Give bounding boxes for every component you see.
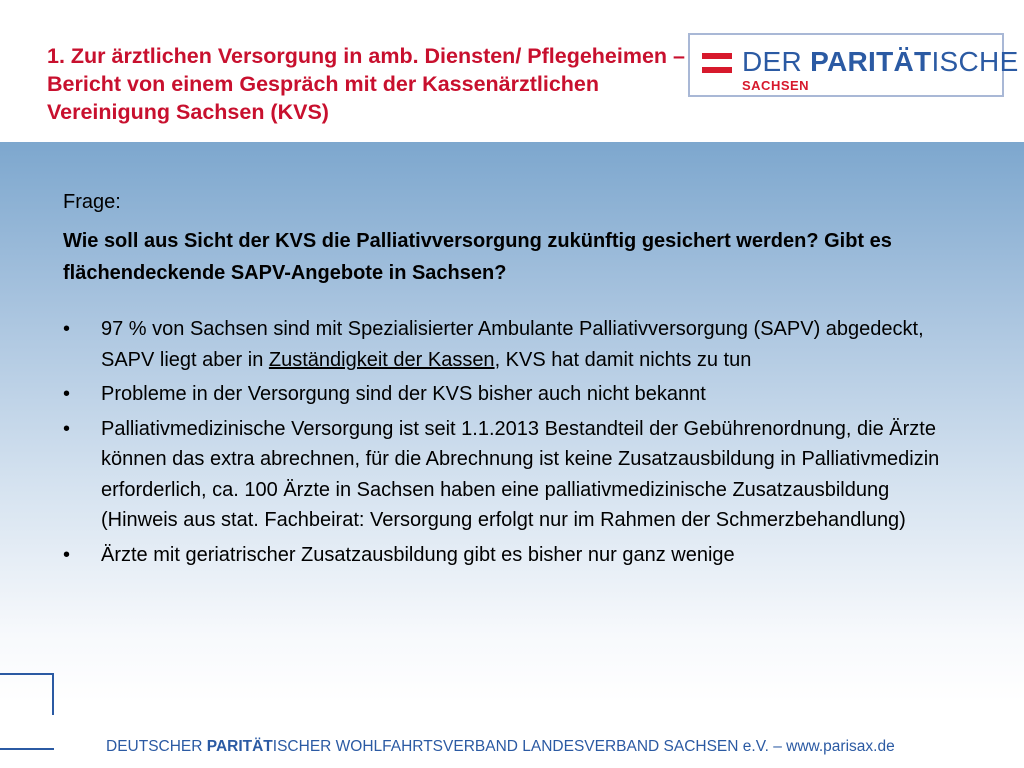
bullet-item-2 [63,379,943,410]
logo-word-paritaet: PARITÄT [810,46,932,77]
corner-line-bottom [0,748,54,750]
logo-word-der: DER [742,46,811,77]
bullet-icon: • [63,543,71,566]
question-text: Wie soll aus Sicht der KVS die Palliativversorgung zukünftig gesichert werden? Gibt es flächendeckende SAPV-Angebote in Sachsen? [63,230,892,284]
bullet-icon: • [63,318,71,340]
bullet-text-part: 97 % von Sachsen sind mit Spezialisierter Ambulante Palliativversorgung (SAPV) abgedeckt, SAPV liegt aber in [101,318,924,371]
corner-line-vertical [52,673,54,715]
footer-part: DEUTSCHER [106,738,207,755]
bullet-underlined-text: Zuständigkeit der Kassen [268,348,495,371]
slide-title: 1. Zur ärztlichen Versorgung in amb. Diensten/ Pflegeheimen – Bericht von einem Gespräch mit der Kassenärztlichen Vereinigung Sachsen (KVS) [47,44,685,124]
logo-bar-bottom [702,67,732,73]
logo-subtitle: SACHSEN [742,78,810,93]
logo-wordmark [742,47,1019,77]
corner-line-top [0,673,54,675]
bullet-text-part: , KVS hat damit nichts zu tun [494,348,752,371]
footer-part-bold: PARITÄT [206,738,273,755]
bullet-text: Probleme in der Versorgung sind der KVS bisher auch nicht bekannt [101,383,706,405]
bullet-list [63,314,943,574]
logo-word-ische: ISCHE [931,46,1019,77]
bullet-item-1 [63,314,943,375]
slide-header [0,0,1024,142]
footer-text [106,737,895,757]
logo-bar-top [702,53,732,59]
bullet-item-3 [63,414,943,536]
bullet-item-4 [63,540,943,571]
paritaetische-logo [688,33,1019,97]
bullet-icon: • [63,417,71,440]
bullet-icon: • [63,383,71,405]
bullet-text: Ärzte mit geriatrischer Zusatzausbildung gibt es bisher nur ganz wenige [101,543,735,566]
bullet-text: Palliativmedizinische Versorgung ist seit 1.1.2013 Bestandteil der Gebührenordnung, die Ärzte können das extra abrechnen, für die Abrechnung ist keine Zusatzausbildung in Palliativmedizin erforderlich, ca. 100 Ärzte in Sachsen haben eine palliativmedizinische Zusatzausbildung (Hinweis aus stat. Fachbeirat: Versorgung erfolgt nur im Rahmen der Schmerzbehandlung) [101,417,940,531]
frage-label: Frage: [63,191,121,213]
footer-part: ISCHER WOHLFAHRTSVERBAND LANDESVERBAND SACHSEN e.V. – www.parisax.de [272,738,895,755]
